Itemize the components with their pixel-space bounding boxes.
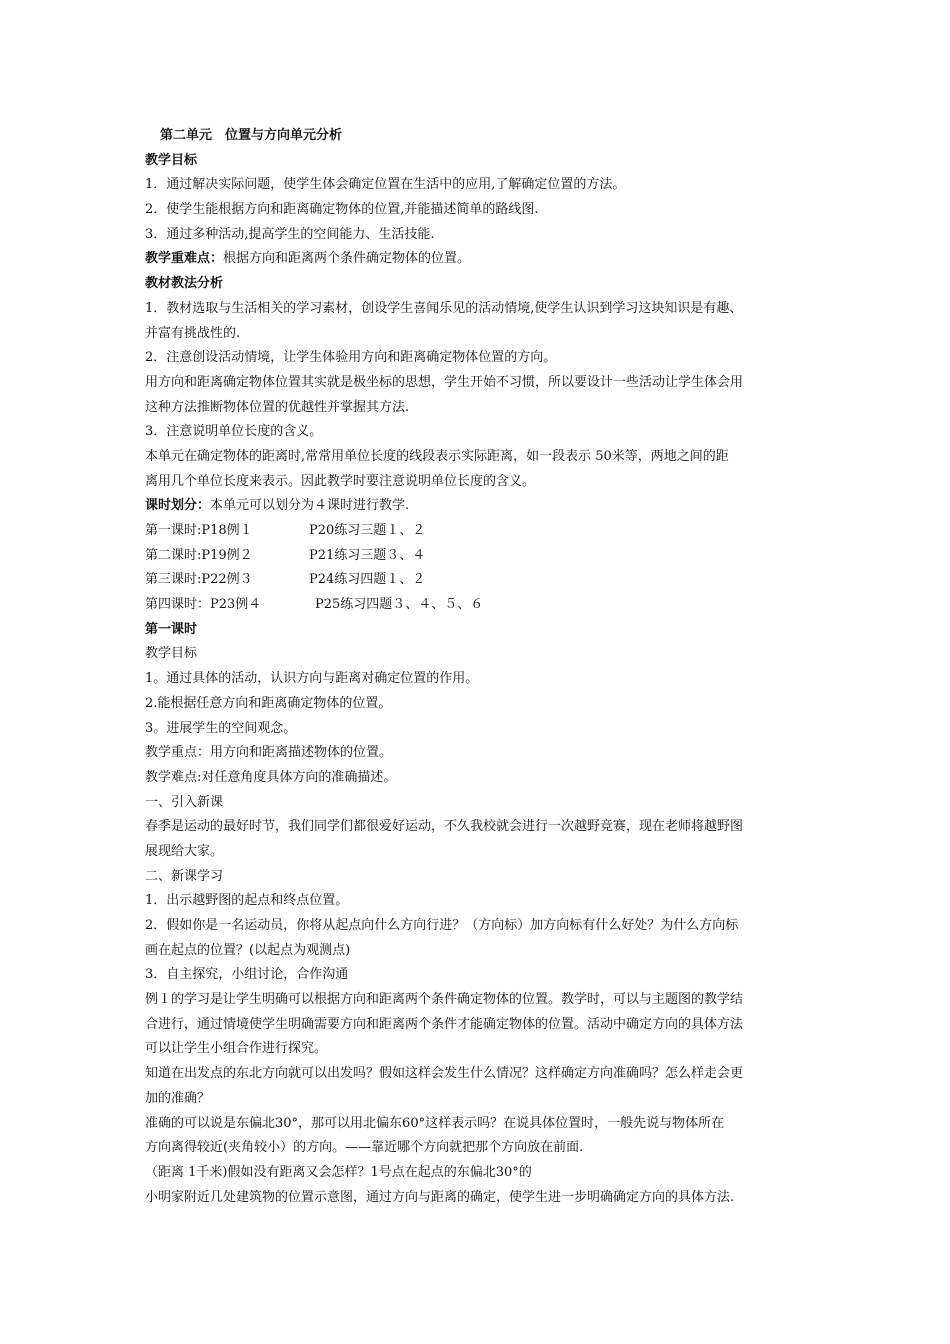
document-title: 第二单元 位置与方向单元分析 bbox=[160, 128, 343, 143]
paragraph-line: （距离 1千米)假如没有距离又会怎样？1号点在起点的东偏北30°的 bbox=[145, 1164, 532, 1180]
paragraph-line: 1．出示越野图的起点和终点位置。 bbox=[145, 893, 349, 909]
paragraph-line: 合进行，通过情境使学生明确需要方向和距离两个条件才能确定物体的位置。活动中确定方向的具体方法 bbox=[145, 1016, 744, 1032]
paragraph-line: 小明家附近几处建筑物的位置示意图，通过方向与距离的确定，使学生进一步明确确定方向的具体方法. bbox=[145, 1189, 735, 1205]
paragraph-line: 可以让学生小组合作进行探究。 bbox=[145, 1041, 328, 1057]
lesson-exercise: P24练习四题１、２ bbox=[309, 572, 426, 588]
section-new-lesson: 二、新课学习 bbox=[145, 868, 224, 884]
goal-1: 1．通过解决实际问题，使学生体会确定位置在生活中的应用,了解确定位置的方法。 bbox=[145, 177, 626, 193]
section-heading-lesson-1: 第一课时 bbox=[145, 621, 198, 637]
lesson-period: 第二课时:P19例２ bbox=[145, 547, 253, 563]
analysis-line: 1．教材选取与生活相关的学习素材，创设学生喜闻乐见的活动情境,使学生认识到学习这块知识是有趣、 bbox=[145, 300, 743, 316]
analysis-line: 用方向和距离确定物体位置其实就是极坐标的思想，学生开始不习惯，所以要设计一些活动让学生体会用 bbox=[145, 374, 744, 390]
lesson1-key-point: 教学重点：用方向和距离描述物体的位置。 bbox=[145, 745, 393, 761]
analysis-line: 离用几个单位长度来表示。因此教学时要注意说明单位长度的含义。 bbox=[145, 473, 536, 489]
lesson-exercise: P20练习三题１、２ bbox=[309, 523, 426, 538]
paragraph-line: 加的准确？ bbox=[145, 1090, 211, 1106]
lesson1-goal: 3。进展学生的空间观念。 bbox=[145, 720, 297, 736]
document-body bbox=[145, 124, 810, 1210]
paragraph-line: 方向离得较近(夹角较小）的方向。——靠近哪个方向就把那个方向放在前面. bbox=[145, 1140, 584, 1156]
lesson-row bbox=[145, 593, 810, 618]
schedule-line bbox=[145, 494, 810, 519]
analysis-line: 2．注意创设活动情境，让学生体验用方向和距离确定物体位置的方向。 bbox=[145, 350, 557, 366]
analysis-line: 3．注意说明单位长度的含义。 bbox=[145, 424, 323, 440]
lesson1-goal: 2.能根据任意方向和距离确定物体的位置。 bbox=[145, 695, 392, 711]
key-points-label: 教学重难点： bbox=[145, 251, 224, 267]
key-points-line bbox=[145, 247, 810, 272]
lesson-row bbox=[145, 568, 810, 593]
paragraph-line: 画在起点的位置？(以起点为观测点) bbox=[145, 942, 351, 958]
paragraph-line: 知道在出发点的东北方向就可以出发吗？假如这样会发生什么情况？这样确定方向准确吗？怎么样走会更 bbox=[145, 1066, 744, 1082]
goal-3: 3．通过多种活动,提高学生的空间能力、生活技能. bbox=[145, 226, 435, 242]
analysis-line: 本单元在确定物体的距离时,常常用单位长度的线段表示实际距离，如一段表示 50米等，两地之间的距 bbox=[145, 448, 729, 464]
section-intro: 一、引入新课 bbox=[145, 794, 224, 810]
lesson-row bbox=[145, 544, 810, 569]
analysis-line: 这种方法推断物体位置的优越性并掌握其方法. bbox=[145, 399, 410, 415]
lesson1-difficulty: 教学难点:对任意角度具体方向的准确描述。 bbox=[145, 769, 397, 785]
lesson-period: 第三课时:P22例３ bbox=[145, 572, 253, 588]
key-points-text: 根据方向和距离两个条件确定物体的位置。 bbox=[223, 251, 471, 267]
paragraph-line: 春季是运动的最好时节，我们同学们都很爱好运动，不久我校就会进行一次越野竞赛，现在老师将越野图 bbox=[145, 819, 744, 835]
schedule-text: 本单元可以划分为４课时进行教学. bbox=[210, 498, 410, 514]
paragraph-line: 3．自主探究，小组讨论，合作沟通 bbox=[145, 967, 349, 983]
schedule-label: 课时划分： bbox=[145, 498, 211, 514]
section-heading-goals: 教学目标 bbox=[145, 152, 198, 168]
lesson-period: 第四课时：P23例４ bbox=[145, 597, 262, 613]
lesson-period: 第一课时:P18例１ bbox=[145, 523, 253, 538]
lesson-exercise: P25练习四题３、４、５、６ bbox=[315, 597, 484, 613]
paragraph-line: 展现给大家。 bbox=[145, 843, 224, 859]
paragraph-line: 2．假如你是一名运动员，你将从起点向什么方向行进？（方向标）加方向标有什么好处？为什么方向标 bbox=[145, 918, 739, 933]
section-heading-analysis: 教材教法分析 bbox=[145, 276, 224, 292]
paragraph-line: 准确的可以说是东偏北30°，那可以用北偏东60°这样表示吗？在说具体位置时，一般先说与物体所在 bbox=[145, 1115, 725, 1131]
goal-2: 2．使学生能根据方向和距离确定物体的位置,并能描述简单的路线图. bbox=[145, 202, 539, 218]
analysis-line: 并富有挑战性的. bbox=[145, 325, 241, 341]
lesson-row bbox=[145, 519, 810, 544]
paragraph-line: 例１的学习是让学生明确可以根据方向和距离两个条件确定物体的位置。教学时，可以与主题图的教学结 bbox=[145, 992, 744, 1008]
lesson-exercise: P21练习三题３、４ bbox=[309, 547, 426, 563]
lesson1-goal: 1。通过具体的活动，认识方向与距离对确定位置的作用。 bbox=[145, 671, 479, 687]
lesson1-goals-label: 教学目标 bbox=[145, 646, 198, 662]
